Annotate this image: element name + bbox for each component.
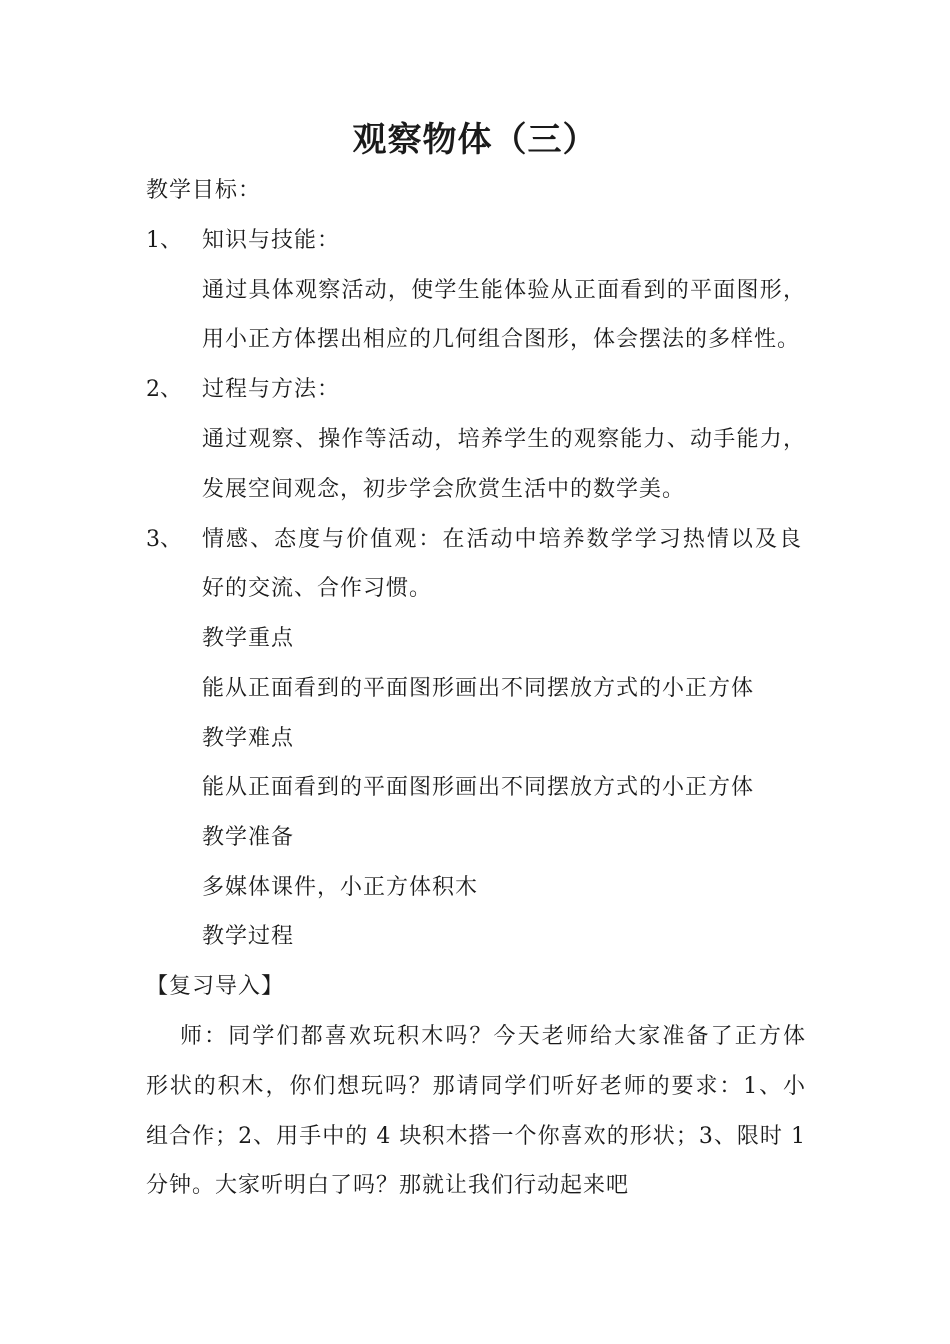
objective-2-number: 2、	[146, 377, 182, 402]
objectives-heading: 教学目标：	[146, 178, 262, 203]
key-point-text: 能从正面看到的平面图形画出不同摆放方式的小正方体	[202, 676, 755, 701]
objective-3-number: 3、	[146, 527, 182, 552]
review-line-4: 分钟。大家听明白了吗？那就让我们行动起来吧	[146, 1173, 630, 1198]
document-title: 观察物体（三）	[352, 120, 598, 160]
objective-3-line-1: 好的交流、合作习惯。	[202, 576, 433, 601]
process-heading: 教学过程	[202, 924, 295, 949]
objective-1-line-1: 通过具体观察活动，使学生能体验从正面看到的平面图形，	[202, 278, 806, 303]
preparation-heading: 教学准备	[202, 825, 295, 850]
objective-2-line-2: 发展空间观念，初步学会欣赏生活中的数学美。	[202, 477, 686, 502]
review-line-2: 形状的积木，你们想玩吗？那请同学们听好老师的要求：1、小	[146, 1074, 806, 1099]
objective-3-heading: 情感、态度与价值观：在活动中培养数学学习热情以及良	[202, 527, 802, 552]
difficulty-heading: 教学难点	[202, 726, 295, 751]
review-heading: 【复习导入】	[146, 974, 285, 999]
review-line-3: 组合作；2、用手中的 4 块积木搭一个你喜欢的形状；3、限时 1	[146, 1124, 806, 1149]
objective-1-heading: 知识与技能：	[202, 228, 341, 253]
preparation-text: 多媒体课件，小正方体积木	[202, 875, 479, 900]
objective-1-number: 1、	[146, 228, 182, 253]
difficulty-text: 能从正面看到的平面图形画出不同摆放方式的小正方体	[202, 775, 755, 800]
objective-1-line-2: 用小正方体摆出相应的几何组合图形，体会摆法的多样性。	[202, 327, 801, 352]
review-line-1: 师：同学们都喜欢玩积木吗？今天老师给大家准备了正方体	[180, 1024, 806, 1049]
key-point-heading: 教学重点	[202, 626, 295, 651]
objective-2-heading: 过程与方法：	[202, 377, 341, 402]
objective-2-line-1: 通过观察、操作等活动，培养学生的观察能力、动手能力，	[202, 427, 806, 452]
